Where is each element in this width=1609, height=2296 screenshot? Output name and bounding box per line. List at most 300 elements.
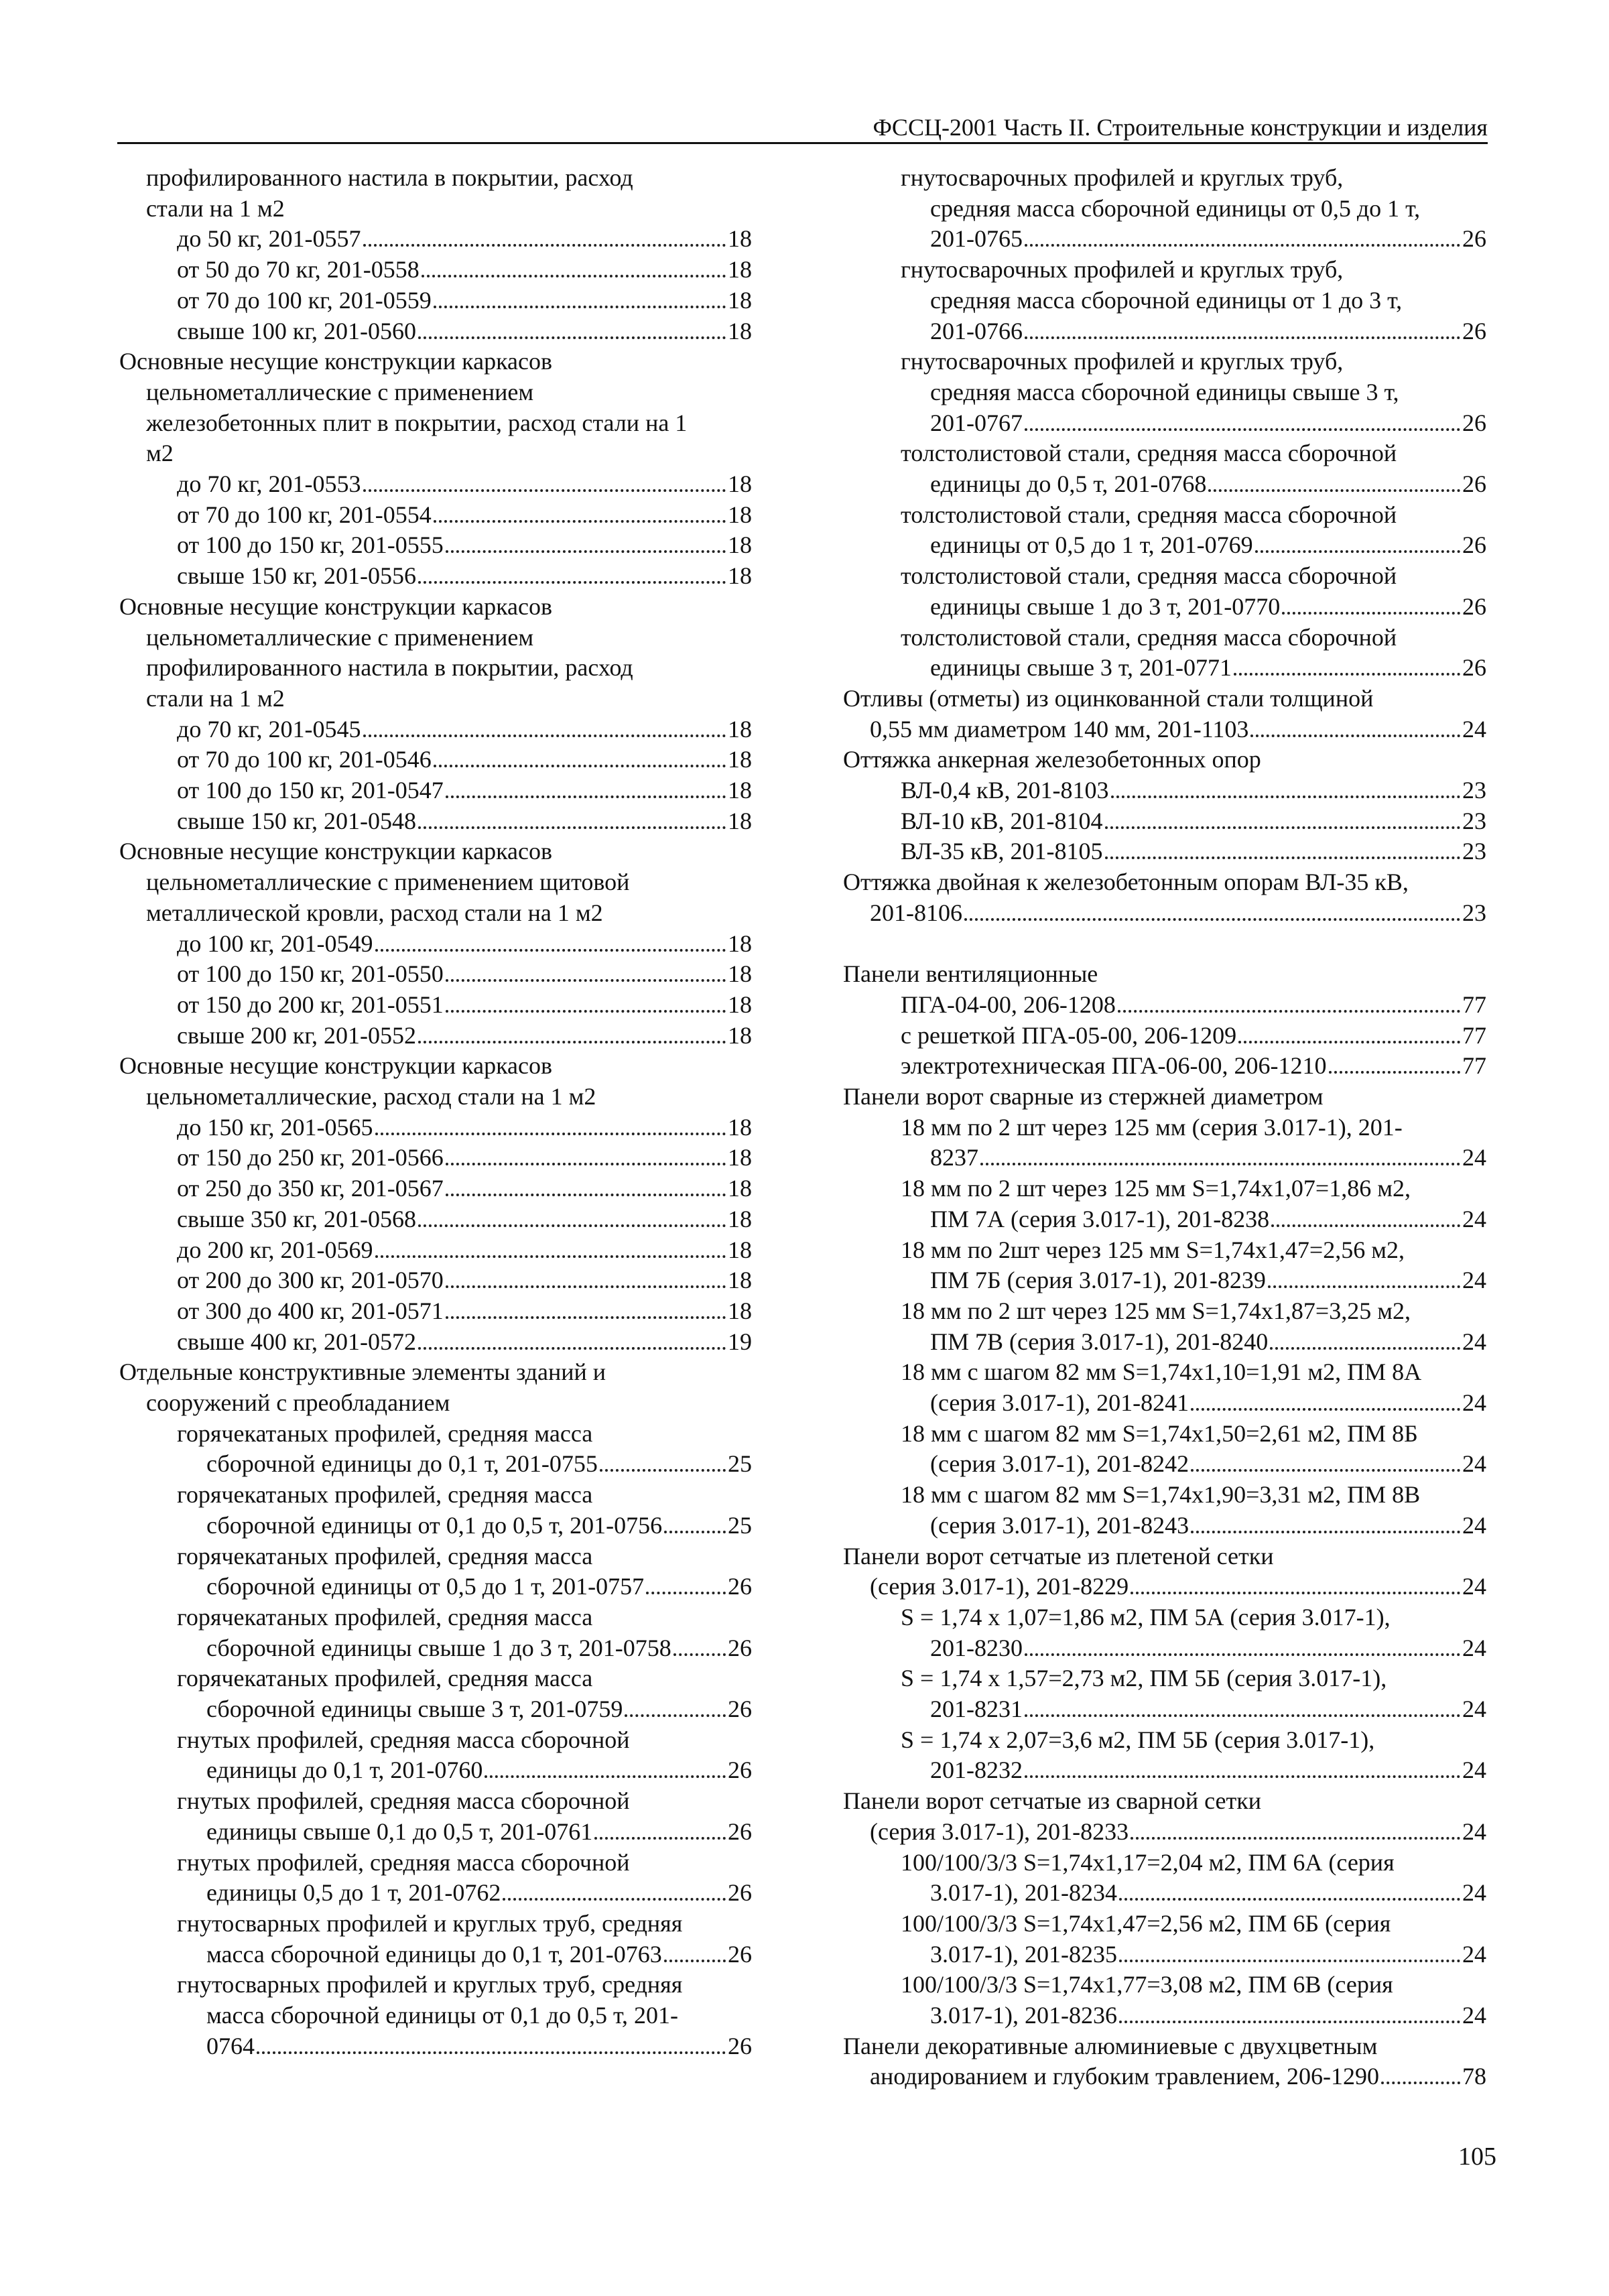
entry-text: от 250 до 350 кг, 201-0567 [177, 1175, 444, 1202]
index-entry [119, 867, 752, 897]
entry-text: от 300 до 400 кг, 201-0571 [177, 1297, 444, 1324]
entry-page: 18 [728, 531, 752, 559]
dot-leader [594, 1837, 726, 1840]
entry-text: свыше 150 кг, 201-0548 [177, 807, 417, 834]
dot-leader [363, 244, 726, 247]
entry-page: 24 [1462, 1267, 1486, 1294]
entry-page: 18 [728, 807, 752, 834]
index-entry [843, 1020, 1486, 1051]
index-entry [843, 1541, 1486, 1572]
entry-text: 201-8231 [930, 1696, 1023, 1722]
index-entry [119, 2031, 752, 2061]
dot-leader [1238, 1041, 1460, 1043]
entry-page: 26 [728, 1817, 752, 1845]
index-entry [843, 193, 1486, 224]
entry-text: свыше 200 кг, 201-0552 [177, 1021, 417, 1049]
index-entry [843, 1847, 1486, 1878]
index-entry [119, 1204, 752, 1234]
entry-text: 201-8232 [930, 1757, 1023, 1784]
index-entry [119, 377, 752, 407]
index-entry [843, 958, 1486, 989]
index-entry [843, 1326, 1486, 1357]
index-entry [843, 1877, 1486, 1908]
index-entry [119, 1295, 752, 1326]
dot-leader [1025, 1714, 1460, 1717]
index-entry [843, 1081, 1486, 1112]
entry-page: 18 [728, 286, 752, 314]
index-entry [119, 1173, 752, 1204]
index-entry [843, 744, 1486, 775]
index-entry [119, 836, 752, 867]
entry-page: 24 [1462, 1511, 1486, 1539]
dot-leader [422, 275, 726, 277]
index-entry [843, 377, 1486, 407]
dot-leader [1025, 244, 1460, 247]
entry-page: 18 [728, 1175, 752, 1202]
entry-page: 24 [1462, 1205, 1486, 1232]
entry-text: ПГА-04-00, 206-1208 [901, 991, 1116, 1018]
dot-leader [418, 581, 726, 584]
entry-text: до 70 кг, 201-0545 [177, 715, 361, 743]
entry-text: от 100 до 150 кг, 201-0550 [177, 960, 444, 988]
index-entry [843, 1295, 1486, 1326]
index-entry [119, 1448, 752, 1479]
index-entry [119, 1939, 752, 1970]
entry-text: от 100 до 150 кг, 201-0547 [177, 777, 444, 804]
dot-leader [673, 1653, 726, 1656]
entry-page: 26 [728, 1757, 752, 1784]
dot-leader [446, 1194, 726, 1196]
entry-text: единицы от 0,5 до 1 т, 201-0769 [930, 531, 1253, 559]
dot-leader [446, 1316, 726, 1319]
entry-page: 18 [728, 746, 752, 773]
entry-page: 18 [728, 991, 752, 1018]
index-entry [119, 897, 752, 928]
index-entry [843, 1356, 1486, 1387]
entry-page: 23 [1462, 899, 1486, 926]
entry-text: единицы 0,5 до 1 т, 201-0762 [206, 1879, 501, 1907]
index-entry [843, 2061, 1486, 2092]
index-entry [119, 1265, 752, 1295]
entry-page: 18 [728, 777, 752, 804]
entry-page: 77 [1462, 1021, 1486, 1049]
entry-text: Оттяжка двойная к железобетонным опорам ВЛ-35 кВ, [843, 869, 1409, 896]
entry-text: толстолистовой стали, средняя масса сборочной [901, 501, 1397, 528]
entry-page: 24 [1462, 1817, 1486, 1845]
index-entry [119, 1724, 752, 1755]
dot-leader [1271, 1224, 1460, 1227]
entry-text: ВЛ-35 кВ, 201-8105 [901, 838, 1103, 865]
entry-text: гнутосварочных профилей и круглых труб, [901, 256, 1344, 283]
index-entry [843, 1633, 1486, 1663]
index-entry [119, 1571, 752, 1602]
entry-text: Основные несущие конструкции каркасов [119, 1052, 552, 1080]
index-entry [119, 958, 752, 989]
dot-leader [446, 1285, 726, 1288]
index-entry [119, 529, 752, 560]
index-entry [119, 1142, 752, 1173]
entry-text: цельнометаллические с применением [146, 623, 534, 651]
entry-text: (серия 3.017-1), 201-8233 [870, 1817, 1129, 1845]
entry-text: до 200 кг, 201-0569 [177, 1236, 373, 1263]
dot-leader [434, 765, 726, 767]
entry-text: сборочной единицы свыше 3 т, 201-0759 [206, 1696, 623, 1722]
entry-text: 0764 [206, 2032, 255, 2059]
entry-page: 18 [728, 470, 752, 497]
index-entry [119, 285, 752, 316]
entry-text: единицы до 0,5 т, 201-0768 [930, 470, 1207, 497]
entry-text: средняя масса сборочной единицы от 1 до 3 т, [930, 286, 1403, 314]
entry-page: 18 [728, 501, 752, 528]
entry-text: Панели ворот сетчатые из сварной сетки [843, 1787, 1262, 1815]
dot-leader [1119, 1960, 1460, 1962]
dot-leader [1131, 1592, 1460, 1594]
entry-page: 26 [728, 1573, 752, 1600]
index-entry [843, 1939, 1486, 1970]
index-entry [119, 1694, 752, 1724]
index-entry [843, 2031, 1486, 2061]
index-entry [843, 1785, 1486, 1816]
dot-leader [1025, 1653, 1460, 1656]
entry-text: Основные несущие конструкции каркасов [119, 838, 552, 865]
entry-text: цельнометаллические с применением [146, 378, 534, 405]
index-entry [843, 1050, 1486, 1081]
entry-page: 24 [1462, 1450, 1486, 1478]
index-entry [119, 193, 752, 224]
entry-text: ПМ 7В (серия 3.017-1), 201-8240 [930, 1328, 1269, 1355]
entry-text: гнутосварных профилей и круглых труб, средняя [177, 1971, 683, 1998]
index-entry [119, 1541, 752, 1572]
dot-leader [980, 1163, 1460, 1165]
index-entry [119, 2000, 752, 2031]
entry-text: средняя масса сборочной единицы свыше 3 т, [930, 378, 1399, 405]
entry-page: 24 [1462, 1144, 1486, 1171]
entry-text: Панели вентиляционные [843, 960, 1098, 988]
entry-text: горячекатаных профилей, средняя масса [177, 1603, 593, 1631]
index-entry [119, 499, 752, 530]
index-entry [843, 1204, 1486, 1234]
dot-leader [646, 1592, 726, 1594]
index-entry [119, 560, 752, 591]
index-entry [119, 775, 752, 806]
index-entry [843, 560, 1486, 591]
entry-text: горячекатаных профилей, средняя масса [177, 1665, 593, 1692]
dot-leader [1268, 1285, 1460, 1288]
dot-leader [625, 1714, 726, 1717]
page-number: 105 [1458, 2143, 1496, 2171]
entry-text: 201-0765 [930, 225, 1023, 253]
index-entry [843, 223, 1486, 254]
entry-text: цельнометаллические, расход стали на 1 м2 [146, 1083, 596, 1110]
entry-text: 3.017-1), 201-8235 [930, 1940, 1117, 1968]
entry-text: стали на 1 м2 [146, 684, 285, 712]
index-entry [119, 1050, 752, 1081]
entry-page: 18 [728, 225, 752, 253]
entry-page: 26 [728, 1940, 752, 1968]
entry-page: 24 [1462, 1573, 1486, 1600]
index-entry [843, 652, 1486, 683]
entry-text: сооружений с преобладанием [146, 1389, 450, 1416]
dot-leader [1270, 1347, 1460, 1350]
dot-leader [375, 949, 726, 952]
entry-text: Основные несущие конструкции каркасов [119, 592, 552, 620]
entry-text: (серия 3.017-1), 201-8229 [870, 1573, 1129, 1600]
entry-page: 18 [728, 256, 752, 283]
entry-page: 26 [728, 1634, 752, 1661]
index-entry [119, 989, 752, 1020]
index-entry [843, 468, 1486, 499]
entry-text: сборочной единицы до 0,1 т, 201-0755 [206, 1450, 598, 1478]
entry-text: толстолистовой стали, средняя масса сборочной [901, 623, 1397, 651]
entry-text: 18 мм по 2 шт через 125 мм S=1,74x1,07=1,86 м2, [901, 1175, 1411, 1202]
entry-text: 201-0766 [930, 317, 1023, 344]
index-entry [119, 1847, 752, 1878]
entry-text: (серия 3.017-1), 201-8243 [930, 1511, 1189, 1539]
dot-leader [363, 489, 726, 492]
entry-page: 24 [1462, 1328, 1486, 1355]
index-entry [843, 622, 1486, 653]
entry-text: горячекатаных профилей, средняя масса [177, 1481, 593, 1509]
index-entry [119, 223, 752, 254]
dot-leader [375, 1133, 726, 1135]
entry-text: горячекатаных профилей, средняя масса [177, 1542, 593, 1570]
entry-text: свыше 400 кг, 201-0572 [177, 1328, 417, 1355]
dot-leader [1208, 489, 1460, 492]
entry-text: профилированного настила в покрытии, расход [146, 654, 633, 682]
entry-text: единицы свыше 0,1 до 0,5 т, 201-0761 [206, 1817, 593, 1845]
entry-page: 26 [1462, 317, 1486, 344]
index-entry [119, 1602, 752, 1633]
dot-leader [1381, 2082, 1460, 2084]
entry-page: 26 [1462, 531, 1486, 559]
index-entry [843, 683, 1486, 714]
dot-leader [446, 1163, 726, 1165]
entry-text: Отдельные конструктивные элементы зданий и [119, 1358, 606, 1386]
entry-text: ПМ 7А (серия 3.017-1), 201-8238 [930, 1205, 1270, 1232]
index-entry [843, 714, 1486, 745]
dot-leader [418, 336, 726, 339]
entry-page: 77 [1462, 1052, 1486, 1080]
entry-text: гнутых профилей, средняя масса сборочной [177, 1848, 630, 1876]
index-entry [843, 806, 1486, 836]
index-entry [119, 468, 752, 499]
entry-text: Оттяжка анкерная железобетонных опор [843, 746, 1261, 773]
entry-text: гнутых профилей, средняя масса сборочной [177, 1787, 630, 1815]
index-entry [843, 1724, 1486, 1755]
index-entry [843, 438, 1486, 468]
entry-page: 18 [728, 562, 752, 590]
entry-text: S = 1,74 x 1,07=1,86 м2, ПМ 5А (серия 3.017-1), [901, 1603, 1391, 1631]
index-entry [119, 1020, 752, 1051]
entry-text: гнутых профилей, средняя масса сборочной [177, 1726, 630, 1753]
entry-text: S = 1,74 x 1,57=2,73 м2, ПМ 5Б (серия 3.017-1), [901, 1665, 1387, 1692]
dot-leader [664, 1960, 726, 1962]
index-entry [843, 2000, 1486, 2031]
entry-page: 26 [1462, 470, 1486, 497]
entry-page: 24 [1462, 1940, 1486, 1968]
entry-text: электротехническая ПГА-06-00, 206-1210 [901, 1052, 1327, 1080]
blank-line [843, 928, 1486, 959]
index-entry [119, 1418, 752, 1449]
entry-page: 23 [1462, 807, 1486, 834]
index-entry [843, 775, 1486, 806]
entry-text: Отливы (отметы) из оцинкованной стали толщиной [843, 684, 1374, 712]
index-entry [119, 1755, 752, 1785]
dot-leader [257, 2051, 726, 2054]
index-entry [843, 1694, 1486, 1724]
dot-leader [1191, 1531, 1460, 1533]
entry-text: Панели ворот сетчатые из плетеной сетки [843, 1542, 1274, 1570]
index-entry [843, 162, 1486, 193]
entry-page: 26 [728, 2032, 752, 2059]
dot-leader [1119, 2021, 1460, 2023]
index-entry [119, 1479, 752, 1510]
index-entry [119, 806, 752, 836]
entry-text: гнутосварочных профилей и круглых труб, [901, 348, 1344, 375]
entry-page: 25 [728, 1450, 752, 1478]
entry-page: 18 [728, 1236, 752, 1263]
dot-leader [600, 1469, 726, 1472]
entry-page: 26 [728, 1696, 752, 1722]
dot-leader [1250, 735, 1460, 737]
entry-text: до 70 кг, 201-0553 [177, 470, 361, 497]
index-entry [119, 254, 752, 285]
entry-text: (серия 3.017-1), 201-8241 [930, 1389, 1189, 1416]
index-entry [843, 316, 1486, 346]
entry-text: 201-8106 [870, 899, 962, 926]
entry-text: м2 [146, 440, 174, 467]
index-entry [843, 591, 1486, 622]
entry-text: толстолистовой стали, средняя масса сборочной [901, 562, 1397, 590]
index-entry [119, 1387, 752, 1418]
entry-page: 26 [728, 1879, 752, 1907]
dot-leader [1329, 1071, 1460, 1074]
entry-page: 25 [728, 1511, 752, 1539]
index-entry [119, 591, 752, 622]
dot-leader [964, 918, 1460, 921]
dot-leader [418, 1224, 726, 1227]
index-entry [843, 989, 1486, 1020]
entry-page: 24 [1462, 1757, 1486, 1784]
index-entry [843, 1234, 1486, 1265]
running-header [117, 113, 1488, 144]
index-entry [119, 622, 752, 653]
entry-text: свыше 100 кг, 201-0560 [177, 317, 417, 344]
entry-page: 18 [728, 930, 752, 957]
entry-page: 18 [728, 1297, 752, 1324]
index-entry [843, 1755, 1486, 1785]
entry-page: 18 [728, 1144, 752, 1171]
entry-text: Панели ворот сварные из стержней диаметром [843, 1083, 1324, 1110]
entry-text: 201-8230 [930, 1634, 1023, 1661]
entry-page: 18 [728, 1113, 752, 1141]
entry-text: масса сборочной единицы от 0,1 до 0,5 т, 201- [206, 2002, 678, 2029]
dot-leader [1234, 673, 1460, 676]
index-entry [843, 1448, 1486, 1479]
entry-text: гнутосварочных профилей и круглых труб, [901, 164, 1344, 191]
dot-leader [1111, 795, 1460, 798]
index-entry [119, 1663, 752, 1694]
dot-leader [363, 735, 726, 737]
entry-text: 100/100/3/3 S=1,74x1,17=2,04 м2, ПМ 6А (серия [901, 1848, 1395, 1876]
entry-text: от 150 до 200 кг, 201-0551 [177, 991, 444, 1018]
index-entry [119, 683, 752, 714]
entry-text: средняя масса сборочной единицы от 0,5 до 1 т, [930, 194, 1421, 222]
entry-page: 24 [1462, 2002, 1486, 2029]
entry-page: 78 [1462, 2063, 1486, 2090]
entry-text: ПМ 7Б (серия 3.017-1), 201-8239 [930, 1267, 1266, 1294]
index-entry [119, 714, 752, 745]
entry-text: единицы до 0,1 т, 201-0760 [206, 1757, 483, 1784]
entry-text: свыше 150 кг, 201-0556 [177, 562, 417, 590]
index-entry [119, 1969, 752, 2000]
index-entry [843, 529, 1486, 560]
dot-leader [434, 306, 726, 308]
index-entry [119, 346, 752, 377]
entry-page: 18 [728, 715, 752, 743]
dot-leader [446, 550, 726, 553]
dot-leader [418, 1347, 726, 1350]
dot-leader [446, 795, 726, 798]
index-entry [119, 652, 752, 683]
dot-leader [418, 826, 726, 829]
entry-page: 24 [1462, 1879, 1486, 1907]
entry-page: 23 [1462, 838, 1486, 865]
index-entry [843, 1663, 1486, 1694]
entry-text: масса сборочной единицы до 0,1 т, 201-0763 [206, 1940, 662, 1968]
dot-leader [664, 1531, 726, 1533]
entry-page: 77 [1462, 991, 1486, 1018]
entry-page: 24 [1462, 1696, 1486, 1722]
entry-text: Панели декоративные алюминиевые с двухцветным [843, 2032, 1378, 2059]
entry-text: от 150 до 250 кг, 201-0566 [177, 1144, 444, 1171]
entry-text: до 100 кг, 201-0549 [177, 930, 373, 957]
dot-leader [1191, 1408, 1460, 1411]
entry-text: от 200 до 300 кг, 201-0570 [177, 1267, 444, 1294]
index-entry [119, 1112, 752, 1143]
dot-leader [1191, 1469, 1460, 1472]
entry-text: сборочной единицы от 0,5 до 1 т, 201-0757 [206, 1573, 645, 1600]
entry-text: толстолистовой стали, средняя масса сборочной [901, 440, 1397, 467]
entry-text: 3.017-1), 201-8234 [930, 1879, 1117, 1907]
entry-page: 26 [1462, 654, 1486, 682]
entry-text: свыше 350 кг, 201-0568 [177, 1205, 417, 1232]
entry-page: 24 [1462, 1389, 1486, 1416]
index-entry [119, 1326, 752, 1357]
entry-text: 100/100/3/3 S=1,74x1,77=3,08 м2, ПМ 6В (серия [901, 1971, 1393, 1998]
entry-text: единицы свыше 3 т, 201-0771 [930, 654, 1232, 682]
dot-leader [1025, 336, 1460, 339]
entry-page: 18 [728, 960, 752, 988]
index-entry [843, 1173, 1486, 1204]
entry-page: 26 [1462, 409, 1486, 436]
entry-text: 18 мм по 2шт через 125 мм S=1,74x1,47=2,56 м2, [901, 1236, 1405, 1263]
entry-text: 18 мм по 2 шт через 125 мм S=1,74x1,87=3,25 м2, [901, 1297, 1411, 1324]
index-entry [119, 162, 752, 193]
entry-text: от 100 до 150 кг, 201-0555 [177, 531, 444, 559]
index-entry [119, 1356, 752, 1387]
entry-text: горячекатаных профилей, средняя масса [177, 1419, 593, 1447]
entry-text: 18 мм по 2 шт через 125 мм (серия 3.017-1), 201- [901, 1113, 1403, 1141]
entry-page: 18 [728, 1267, 752, 1294]
entry-text: 100/100/3/3 S=1,74x1,47=2,56 м2, ПМ 6Б (серия [901, 1909, 1391, 1937]
entry-text: 8237 [930, 1144, 978, 1171]
index-entry [843, 897, 1486, 928]
index-entry [843, 346, 1486, 377]
entry-page: 23 [1462, 777, 1486, 804]
index-entry [843, 1265, 1486, 1295]
entry-text: 0,55 мм диаметром 140 мм, 201-1103 [870, 715, 1249, 743]
